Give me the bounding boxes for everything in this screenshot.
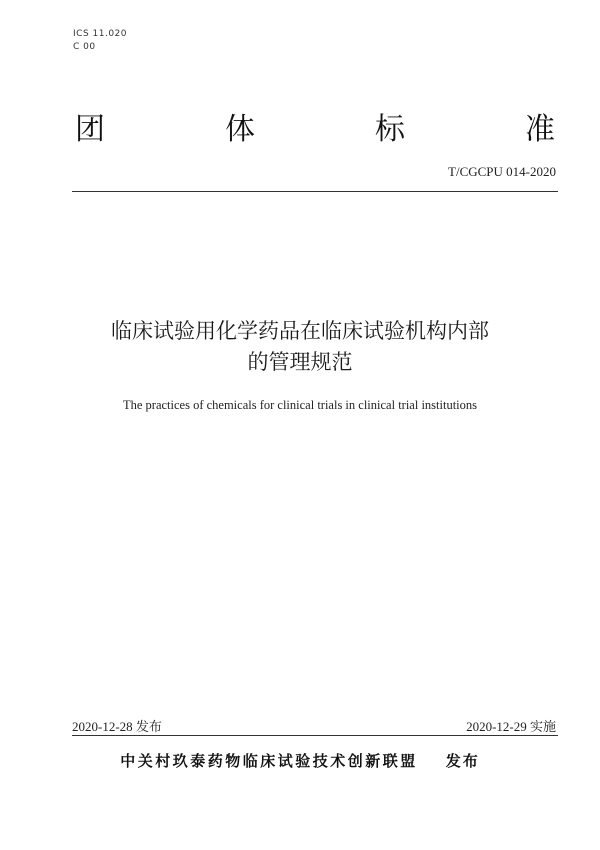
publisher-org: 中关村玖泰药物临床试验技术创新联盟	[120, 752, 418, 770]
standard-number: T/CGCPU 014-2020	[448, 164, 556, 179]
implementation-date: 2020-12-29 实施	[466, 719, 556, 734]
standard-type-char: 体	[225, 112, 255, 147]
issue-date: 2020-12-28 发布	[72, 719, 162, 734]
standard-type-char: 准	[525, 112, 555, 147]
top-divider	[72, 191, 558, 192]
classification-codes	[73, 28, 127, 54]
document-title-en: The practices of chemicals for clinical trials in clinical trial institutions	[122, 398, 478, 412]
ccs-code: C 00	[73, 42, 96, 52]
title-line-1: 临床试验用化学药品在临床试验机构内部	[111, 319, 489, 343]
publisher-line	[0, 750, 600, 771]
ics-code: ICS 11.020	[73, 29, 128, 39]
document-title-cn	[0, 316, 600, 378]
standard-type-heading	[75, 104, 555, 148]
standard-type-char: 团	[75, 112, 105, 147]
standard-type-char: 标	[375, 112, 405, 147]
title-line-2: 的管理规范	[247, 350, 353, 374]
bottom-divider	[72, 735, 558, 736]
publisher-action: 发布	[445, 752, 480, 770]
